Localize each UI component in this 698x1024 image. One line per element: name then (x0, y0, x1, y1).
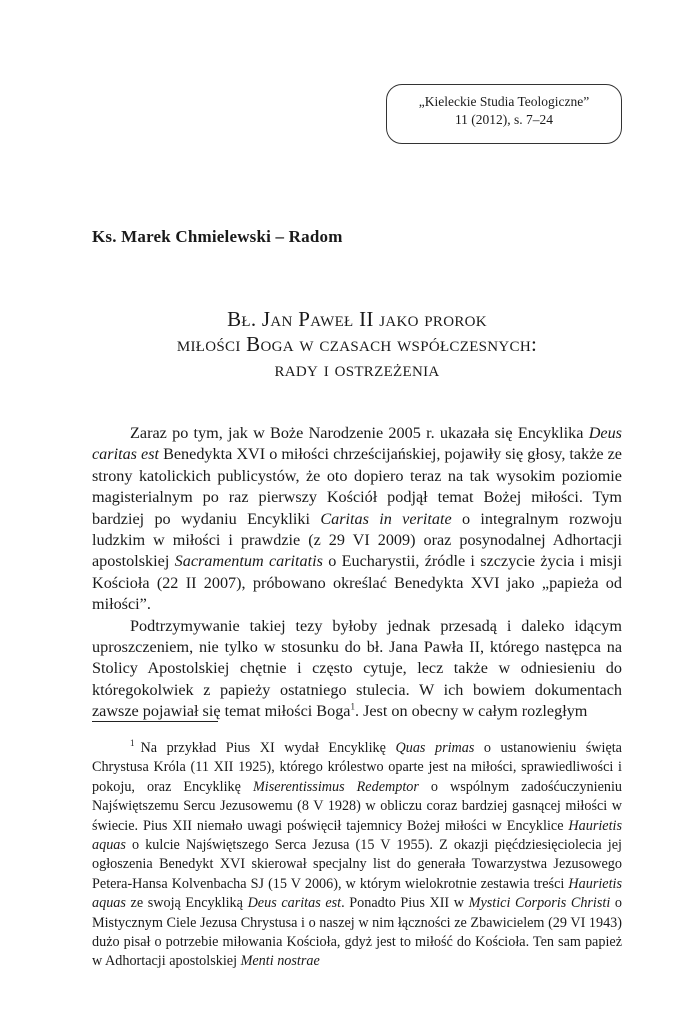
italic-title: Sacramentum caritatis (174, 552, 323, 571)
italic-title: Caritas in veritate (320, 509, 452, 528)
footnote-divider (92, 721, 218, 722)
footnote-number: 1 (130, 738, 135, 749)
text-run: o Mistycznym Ciele Jezusa Chrystusa i o naszej w nim łączności ze Zbawicielem (29 VI 1943) dużo pisał o potrzebie miłowania Kościoła, gdyż jest to miłość do Kościoła. Ten sam papież w Adhortacji apostolskiej (92, 895, 622, 970)
text-run: Zaraz po tym, jak w Boże Narodzenie 2005 r. ukazała się Encyklika (130, 424, 589, 442)
italic-title: Deus caritas est (247, 895, 342, 912)
text-run: Benedykta XVI o miłości chrześcijańskiej, pojawiły się głosy, także ze strony katolickich publicystów, że oto dopiero teraz na tak wysokim poziomie magisterialnym po raz pierwszy Kościół podjął temat Bożej miłości. Tym bardziej po wydaniu Encykliki (92, 445, 622, 528)
text-run: Podtrzymywanie takiej tezy byłoby jednak przesadą i daleko idącym uproszczeniem, nie tylko w stosunku do bł. Jana Pawła II, którego następca na Stolicy Apostolskiej chętnie i często cytuje, lecz także w odniesieniu do któregokolwiek z papieży ostatniego stulecia. W ich bowiem dokumentach zawsze pojawiał się temat miłości Boga (92, 616, 622, 721)
paragraph-1 (92, 423, 622, 616)
text-run: o kulcie Najświętszego Serca Jezusa (15 V 1955). Z okazji pięćdziesięciolecia jej ogłoszenia Benedykt XVI skierował specjalny list do generała Towarzystwa Jezusowego Petera-Hansa Kolvenbacha SJ (15 V 2006), w którym wielokrotnie zestawia treści (92, 837, 622, 892)
title-line-3: rady i ostrzeżenia (274, 357, 440, 381)
italic-title: Menti nostrae (240, 953, 320, 970)
text-run: o Eucharystii, źródle i szczycie życia i misji Kościoła (22 II 2007), próbowano określać Benedykta XVI jako „papieża od miłości”. (92, 552, 622, 614)
article-body (92, 423, 622, 723)
journal-name: „Kieleckie Studia Teologiczne” (418, 94, 590, 109)
text-run: o ustanowieniu święta Chrystusa Króla (11 XII 1925), którego królestwo oparte jest na miłości, sprawiedliwości i pokoju, oraz Encyklikę (92, 740, 622, 795)
italic-title: Mystici Corporis Christi (468, 895, 611, 912)
paragraph-2 (92, 616, 622, 723)
article-title (92, 307, 622, 382)
italic-title: Miserentissimus Redemptor (252, 778, 419, 795)
text-run: . Ponadto Pius XII w (341, 895, 469, 912)
text-run: ze swoją Encykliką (125, 895, 248, 912)
journal-issue: 11 (2012), s. 7–24 (454, 112, 554, 127)
text-run: o integralnym rozwoju ludzkim w miłości i prawdzie (z 29 VI 2009) oraz posynodalnej Adhortacji apostolskiej (92, 509, 622, 571)
author-line: Ks. Marek Chmielewski – Radom (92, 227, 343, 246)
title-line-2: miłości Boga w czasach współczesnych: (176, 332, 538, 356)
title-line-1: Bł. Jan Paweł II jako prorok (227, 307, 487, 331)
footnote-1 (92, 739, 622, 972)
footnote-text (92, 739, 622, 972)
italic-title: Haurietis aquas (92, 875, 622, 912)
text-run: Na przykład Pius XI wydał Encyklikę (140, 740, 396, 756)
text-run: o wspólnym zadośćuczynieniu Najświętszemu Sercu Jezusowemu (8 V 1928) w obliczu coraz bardziej gasnącej miłości w świecie. Pius XII niemało uwagi poświęcił tajemnicy Bożej miłości w Encyklice (92, 778, 623, 834)
italic-title: Haurietis aquas (92, 817, 622, 854)
text-run: . Jest on obecny w całym rozległym (354, 702, 588, 721)
italic-title: Quas primas (395, 740, 475, 756)
footnote-reference[interactable]: 1 (350, 701, 355, 712)
journal-citation-box (386, 84, 622, 144)
italic-title: Deus caritas est (92, 424, 622, 464)
